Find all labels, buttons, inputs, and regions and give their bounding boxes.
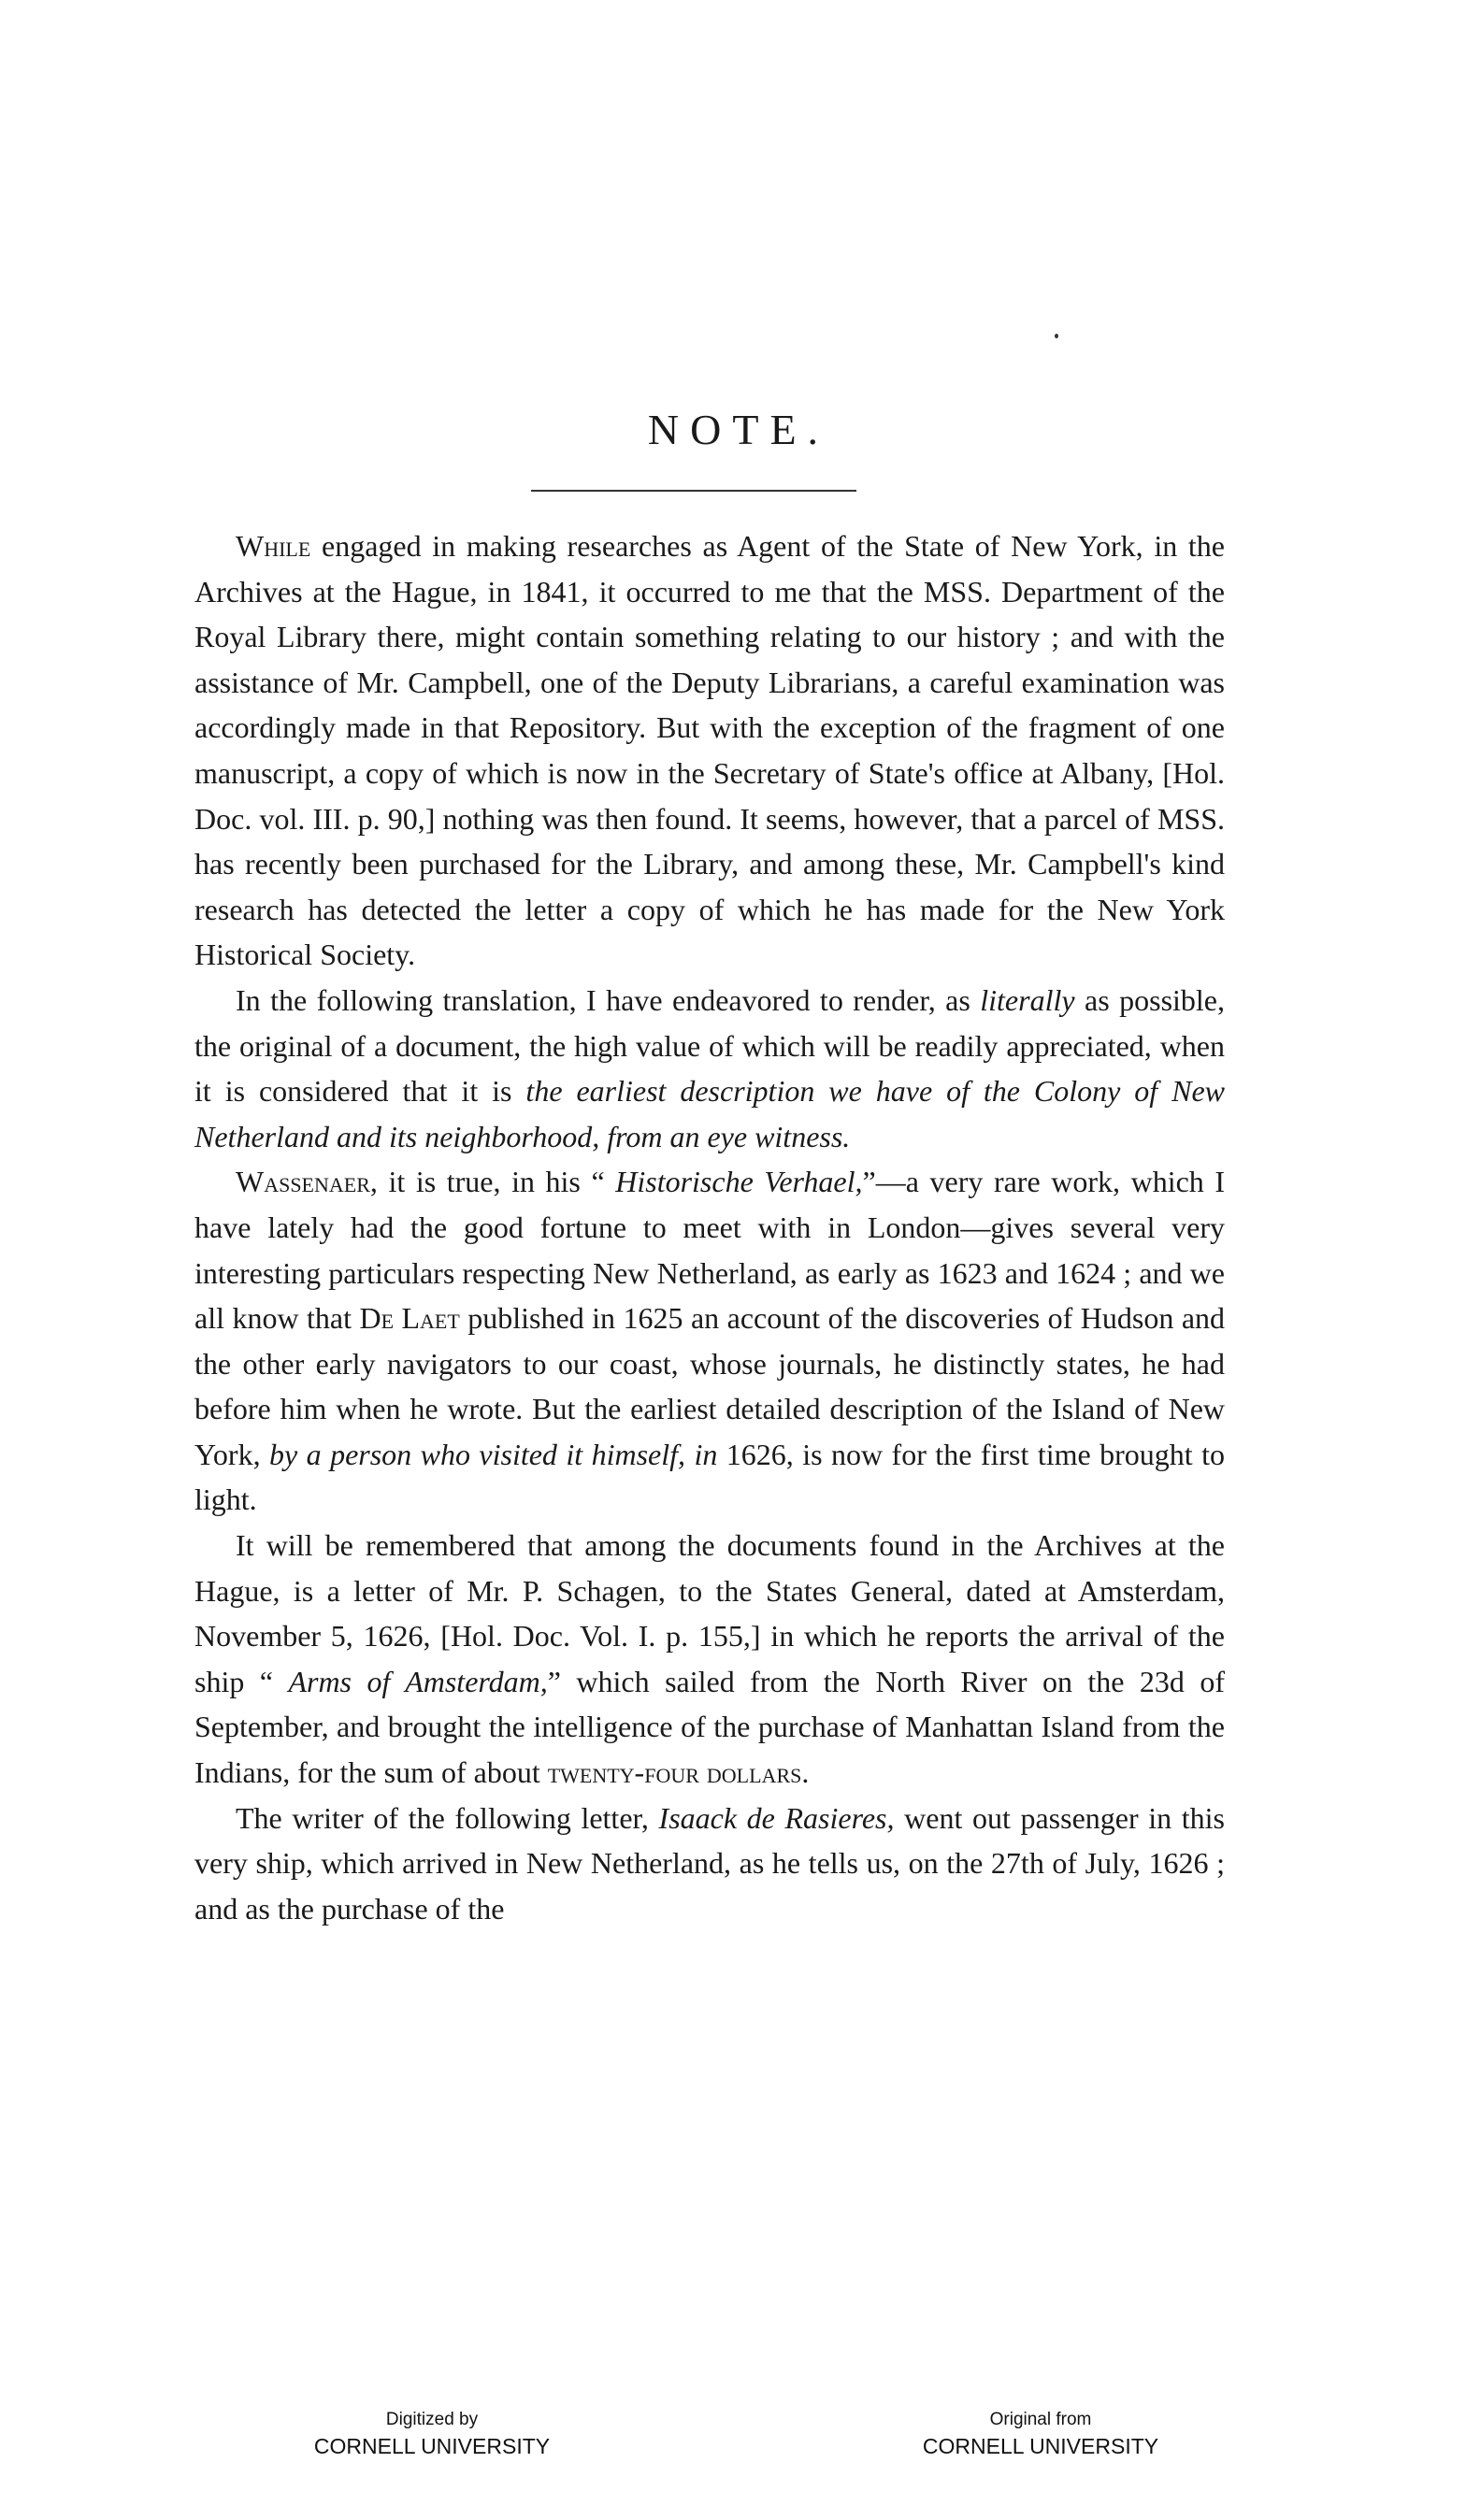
digitized-by-credit: [282, 2408, 582, 2460]
title-rule: [531, 490, 856, 492]
text-run: published in 1625 an account of the discoveries of Hudson and the other early navigators to our coast, whose journals, he distinctly states, he had before him when he wrote. But the earliest detailed description of the Island of New York,: [194, 1301, 1226, 1471]
text-run: It will be remembered that among the documents found in the Archives at the Hague, is a letter of Mr. P. Schagen, to the States General, dated at Amsterdam, November 5, 1626, [Hol. Doc. Vol. I. p. 155,] in which he reports the arrival of the ship “: [194, 1528, 1225, 1698]
original-from-institution: CORNELL UNIVERSITY: [922, 2434, 1159, 2458]
text-run: , it is true, in his “: [369, 1165, 616, 1199]
italic-text: Historische Verhael,: [615, 1165, 863, 1199]
paragraph-2: [194, 978, 1225, 1159]
italic-text: by a person who visited it himself, in: [269, 1437, 718, 1471]
original-from-credit: [891, 2408, 1190, 2460]
small-caps-text: Wassenaer: [236, 1165, 370, 1199]
italic-text: Arms of Amsterdam,: [288, 1664, 548, 1698]
paragraph-3: [194, 1159, 1225, 1523]
text-run: In the following translation, I have endeavored to render, as: [236, 982, 981, 1017]
paragraph-1: [194, 523, 1225, 978]
digitized-by-label: Digitized by: [385, 2410, 479, 2429]
text-run: ”—a very rare work, which I have lately had the good fortune to meet with in London—gives several very interesting particulars respecting New Netherland, as early as 1623 and 1624 ; and we all know that: [194, 1165, 1226, 1336]
italic-text: the earliest description we have of the Colony of New Netherland and its neighborhood, from an eye witness.: [194, 1074, 1226, 1153]
small-caps-text: twenty-four dollars: [547, 1755, 802, 1790]
digitized-by-institution: CORNELL UNIVERSITY: [313, 2434, 551, 2458]
text-run: 1626, is now for the first time brought to light.: [194, 1437, 1226, 1517]
body-text: [194, 523, 1225, 1931]
small-caps-text: De Laet: [359, 1301, 460, 1336]
page-title: NOTE.: [647, 406, 830, 453]
text-run: The writer of the following letter,: [236, 1800, 659, 1835]
small-caps-text: While: [236, 529, 311, 563]
text-run: engaged in making researches as Agent of the State of New York, in the Archives at the Hague, in 1841, it occurred to me that the MSS. Department of the Royal Library there, might contain something relating to our history ; and with the assistance of Mr. Campbell, one of the Deputy Librarians, a careful examination was accordingly made in that Repository. But with the exception of the fragment of one manuscript, a copy of which is now in the Secretary of State's office at Albany, [Hol. Doc. vol. III. p. 90,] nothing was then found. It seems, however, that a parcel of MSS. has recently been purchased for the Library, and among these, Mr. Campbell's kind research has detected the letter a copy of which he has made for the New York Historical Society.: [194, 529, 1225, 972]
text-run: .: [801, 1755, 810, 1790]
original-from-label: Original from: [989, 2410, 1092, 2429]
text-run: ” which sailed from the North River on the 23d of September, and brought the intelligence of the purchase of Manhattan Island from the Indians, for the sum of about: [194, 1664, 1226, 1790]
ink-speck: [1055, 334, 1058, 338]
italic-text: Isaack de Rasieres,: [658, 1800, 895, 1835]
text-run: as possible, the original of a document, the high value of which will be readily appreciated, when it is considered that it is: [194, 982, 1226, 1109]
italic-text: literally: [980, 982, 1075, 1017]
paragraph-5: [194, 1796, 1225, 1932]
text-run: went out passenger in this very ship, which arrived in New Netherland, as he tells us, on the 27th of July, 1626 ; and as the purchase of the: [194, 1800, 1226, 1926]
paragraph-4: [194, 1523, 1225, 1796]
